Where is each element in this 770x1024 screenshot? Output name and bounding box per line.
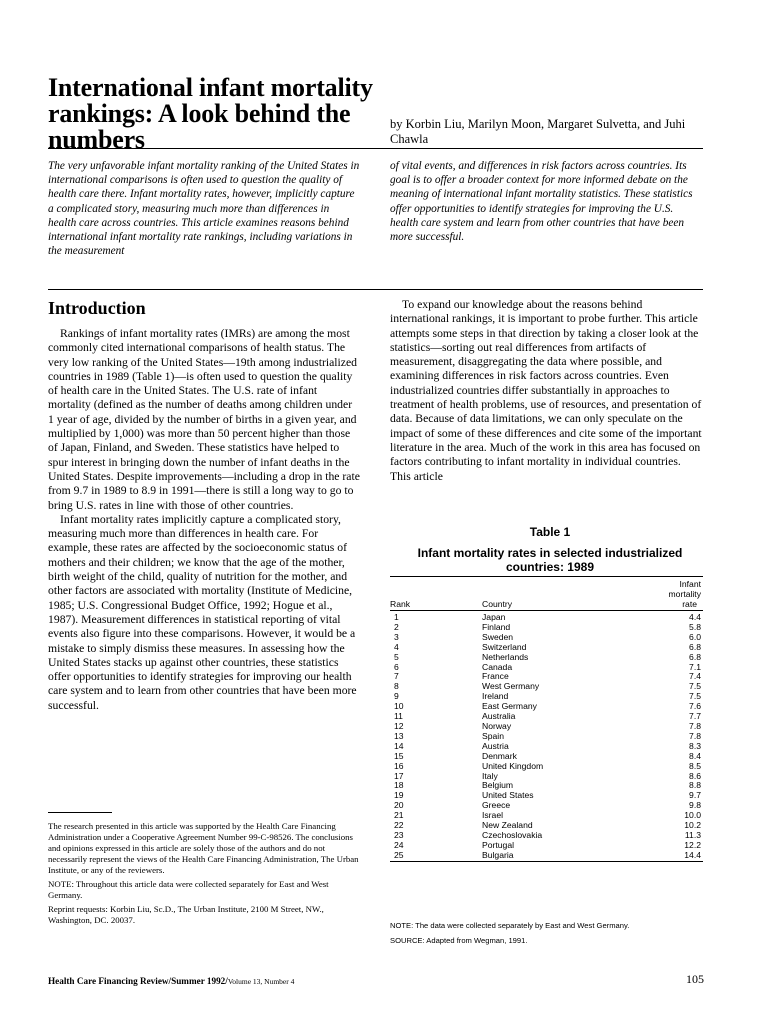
rate-cell: 8.5	[689, 760, 701, 771]
rate-cell: 14.4	[632, 851, 703, 861]
country-cell: Portugal	[482, 839, 515, 850]
rate-cell: 7.6	[689, 701, 701, 712]
header-rate-line-1: Infant	[679, 579, 701, 589]
footnote-rule	[48, 812, 112, 813]
intro-paragraph-1: Rankings of infant mortality rates (IMRs) are among the most commonly cited international comparisons of health status. The very low ranking of the United States—19th among industrialized countries in 1989 (Table 1)—is often used to question the quality of health care in the United States. The U.S. rate of infant mortality (defined as the number of deaths among children under 1 year of age, divided by the number of births in a given year, and multiplied by 1,000) was more than 50 percent higher than those of Japan, Finland, and Sweden. These statistics have helped to spur interest in bringing down the number of infant deaths in the United States. Despite improvements—including a drop in the rate from 9.7 in 1989 to 8.9 in 1991—there is still a long way to go to bring U.S. rates in line with those of other countries.	[48, 327, 360, 512]
rank-cell: 23	[394, 829, 404, 840]
rate-cell: 7.8	[689, 720, 701, 731]
infant-mortality-table	[390, 579, 703, 862]
table-label: Table 1	[529, 525, 571, 539]
article-authors: by Korbin Liu, Marilyn Moon, Margaret Sulvetta, and Juhi Chawla	[390, 117, 686, 146]
header-rate-line-3: rate	[682, 599, 697, 609]
table-title: Infant mortality rates in selected industrialized countries: 1989	[417, 546, 683, 574]
country-cell: Norway	[482, 720, 512, 731]
table-row	[390, 831, 703, 841]
table-row	[390, 801, 703, 811]
rate-cell: 12.2	[684, 839, 701, 850]
intro-left-column	[48, 327, 360, 713]
table-row	[390, 732, 703, 742]
country-cell: United States	[482, 790, 534, 801]
rank-cell: 12	[394, 720, 404, 731]
intro-paragraph-3: To expand our knowledge about the reasons behind international rankings, it is important to probe further. This article attempts some steps in that direction by taking a closer look at the statistics—sorting out real differences from artifacts of measurement, disaggregating the data where possible, and examining differences in risk factors across countries. Even industrialized countries differ substantially in approaches to treatment of health problems, use of resources, and presentation of data. Because of data limitations, we can only speculate on the impact of some of these differences and cite some of the important literature in the area. Much of the work in this area has focused on factors contributing to infant mortality in individual countries. This article	[390, 298, 702, 483]
rate-cell: 8.6	[689, 770, 701, 781]
footnote-note: NOTE: Throughout this article data were collected separately for East and West Germany.	[48, 879, 329, 900]
table-row	[390, 841, 703, 851]
rank-cell: 7	[394, 671, 399, 682]
table-row	[390, 672, 703, 682]
rank-cell: 20	[394, 800, 404, 811]
table-row	[390, 762, 703, 772]
table-row	[390, 653, 703, 663]
table-row	[390, 772, 703, 782]
intro-right-column	[390, 298, 703, 484]
rank-cell: 14	[394, 740, 404, 751]
rate-cell: 10.2	[684, 820, 701, 831]
rank-cell: 17	[394, 770, 404, 781]
table-row	[390, 682, 703, 692]
journal-name: Health Care Financing Review/Summer 1992/	[48, 976, 228, 986]
table-top-rule	[390, 576, 703, 577]
country-cell: Israel	[482, 810, 504, 821]
rank-cell: 9	[394, 691, 399, 702]
rate-cell: 6.0	[689, 631, 701, 642]
rate-cell: 8.3	[689, 740, 701, 751]
rank-cell: 8	[394, 681, 399, 692]
country-cell: Sweden	[482, 631, 514, 642]
header-country: Country	[482, 579, 632, 611]
rate-cell: 10.0	[684, 810, 701, 821]
table-row	[390, 633, 703, 643]
country-cell: Switzerland	[482, 641, 527, 652]
rate-cell: 9.8	[689, 800, 701, 811]
country-cell: Spain	[482, 730, 504, 741]
rank-cell: 5	[394, 651, 399, 662]
country-cell: Austria	[482, 740, 509, 751]
table-header-row	[390, 579, 703, 611]
table-row	[390, 663, 703, 673]
country-cell: Ireland	[482, 691, 509, 702]
rank-cell: 6	[394, 661, 399, 672]
intro-paragraph-2: Infant mortality rates implicitly capture a complicated story, measuring much more than differences in health care. For example, these rates are affected by the socioeconomic status of mothers and their children; we know that the age of the mother, birth weight of the child, quality of nutrition for the mother, and other factors are associated with mortality (Institute of Medicine, 1985; U.S. Congressional Budget Office, 1992; Hogue et al., 1987). Measurement differences in statistical reporting of vital events also figure into these comparisons. However, it would be a mistake to simply dismiss these measures. In assessing how the United States stacks up against other countries, these statistics offer opportunities to identify strategies for improving our health care system and to learn from other countries that have been more successful.	[48, 512, 357, 712]
rank-cell: 19	[394, 790, 404, 801]
table-row	[390, 722, 703, 732]
rank-cell: 22	[394, 820, 404, 831]
rate-cell: 8.8	[689, 780, 701, 791]
rate-cell: 8.4	[689, 750, 701, 761]
footnote-support: The research presented in this article was supported by the Health Care Financing Administration under a Cooperative Agreement Number 99-C-98526. The conclusions and opinions expressed in this article are solely those of the authors and do not necessarily represent the views of the Health Care Financing Administration, The Urban Institute, or any of the reviewers.	[48, 821, 359, 875]
article-title: International infant mortality rankings: A look behind the numbers	[48, 73, 373, 154]
title-rule	[48, 148, 703, 149]
rate-cell: 7.5	[689, 691, 701, 702]
rank-cell: 18	[394, 780, 404, 791]
abstract-left: The very unfavorable infant mortality ranking of the United States in international comparisons is often used to question the quality of health care there. Infant mortality rates, however, implicitly capture a complicated story, measuring much more than differences in health care across countries. This article examines reasons behind international infant mortality rate rankings, including variations in the measurement	[48, 160, 360, 258]
rate-cell: 4.4	[689, 612, 701, 622]
table-row	[390, 712, 703, 722]
section-heading-introduction: Introduction	[48, 298, 146, 318]
country-cell: Bulgaria	[482, 851, 632, 861]
rate-cell: 11.3	[684, 829, 701, 840]
table-row	[390, 851, 703, 861]
rate-cell: 7.7	[689, 711, 701, 722]
country-cell: East Germany	[482, 701, 537, 712]
table-body	[390, 611, 703, 862]
country-cell: Netherlands	[482, 651, 529, 662]
page-number: 105	[686, 972, 704, 986]
rank-cell: 11	[394, 711, 403, 722]
rate-cell: 7.4	[689, 671, 701, 682]
rank-cell: 21	[394, 810, 404, 821]
country-cell: Australia	[482, 711, 516, 722]
footnotes	[48, 821, 363, 929]
country-cell: Czechoslovakia	[482, 829, 543, 840]
footnote-reprint: Reprint requests: Korbin Liu, Sc.D., The Urban Institute, 2100 M Street, NW., Washington, DC. 20037.	[48, 904, 324, 925]
rate-cell: 7.8	[689, 730, 701, 741]
country-cell: West Germany	[482, 681, 540, 692]
table-source: SOURCE: Adapted from Wegman, 1991.	[390, 936, 528, 945]
rate-cell: 7.5	[689, 681, 701, 692]
country-cell: Japan	[482, 612, 506, 622]
rate-cell: 6.8	[689, 641, 701, 652]
table-row	[390, 781, 703, 791]
rank-cell: 2	[394, 621, 399, 632]
country-cell: Belgium	[482, 780, 514, 791]
abstract-rule	[48, 289, 703, 290]
journal-footer	[48, 976, 294, 986]
rate-cell: 9.7	[689, 790, 701, 801]
rank-cell: 25	[390, 851, 482, 861]
abstract-right: of vital events, and differences in risk factors across countries. Its goal is to offer a broader context for more informed debate on the meaning of international infant mortality statistics. These statistics offer opportunities to identify strategies for improving the U.S. health care system and learn from other countries that have been more successful.	[390, 160, 693, 244]
table-row	[390, 791, 703, 801]
table-row	[390, 742, 703, 752]
journal-volume: Volume 13, Number 4	[227, 977, 295, 986]
header-rate	[632, 579, 703, 611]
country-cell: Canada	[482, 661, 513, 672]
table-row	[390, 623, 703, 633]
table-row	[390, 702, 703, 712]
table-note: NOTE: The data were collected separately by East and West Germany.	[390, 921, 630, 930]
rank-cell: 3	[394, 631, 399, 642]
country-cell: Denmark	[482, 750, 517, 761]
header-rate-line-2: mortality	[668, 589, 701, 599]
rank-cell: 4	[394, 641, 399, 652]
table-row	[390, 811, 703, 821]
table-row	[390, 643, 703, 653]
country-cell: United Kingdom	[482, 760, 544, 771]
rank-cell: 10	[394, 701, 404, 712]
rate-cell: 5.8	[689, 621, 701, 632]
country-cell: Greece	[482, 800, 511, 811]
table-row	[390, 821, 703, 831]
header-rank: Rank	[390, 579, 482, 611]
rank-cell: 16	[394, 760, 404, 771]
table-row	[390, 752, 703, 762]
country-cell: New Zealand	[482, 820, 533, 831]
table-row	[390, 692, 703, 702]
table-notes	[390, 918, 710, 948]
rank-cell: 13	[394, 730, 404, 741]
rank-cell: 1	[394, 612, 399, 622]
country-cell: Italy	[482, 770, 498, 781]
rate-cell: 7.1	[689, 661, 701, 672]
country-cell: Finland	[482, 621, 511, 632]
rank-cell: 24	[394, 839, 404, 850]
rank-cell: 15	[394, 750, 404, 761]
rate-cell: 6.8	[689, 651, 701, 662]
country-cell: France	[482, 671, 509, 682]
table-row	[390, 611, 703, 623]
